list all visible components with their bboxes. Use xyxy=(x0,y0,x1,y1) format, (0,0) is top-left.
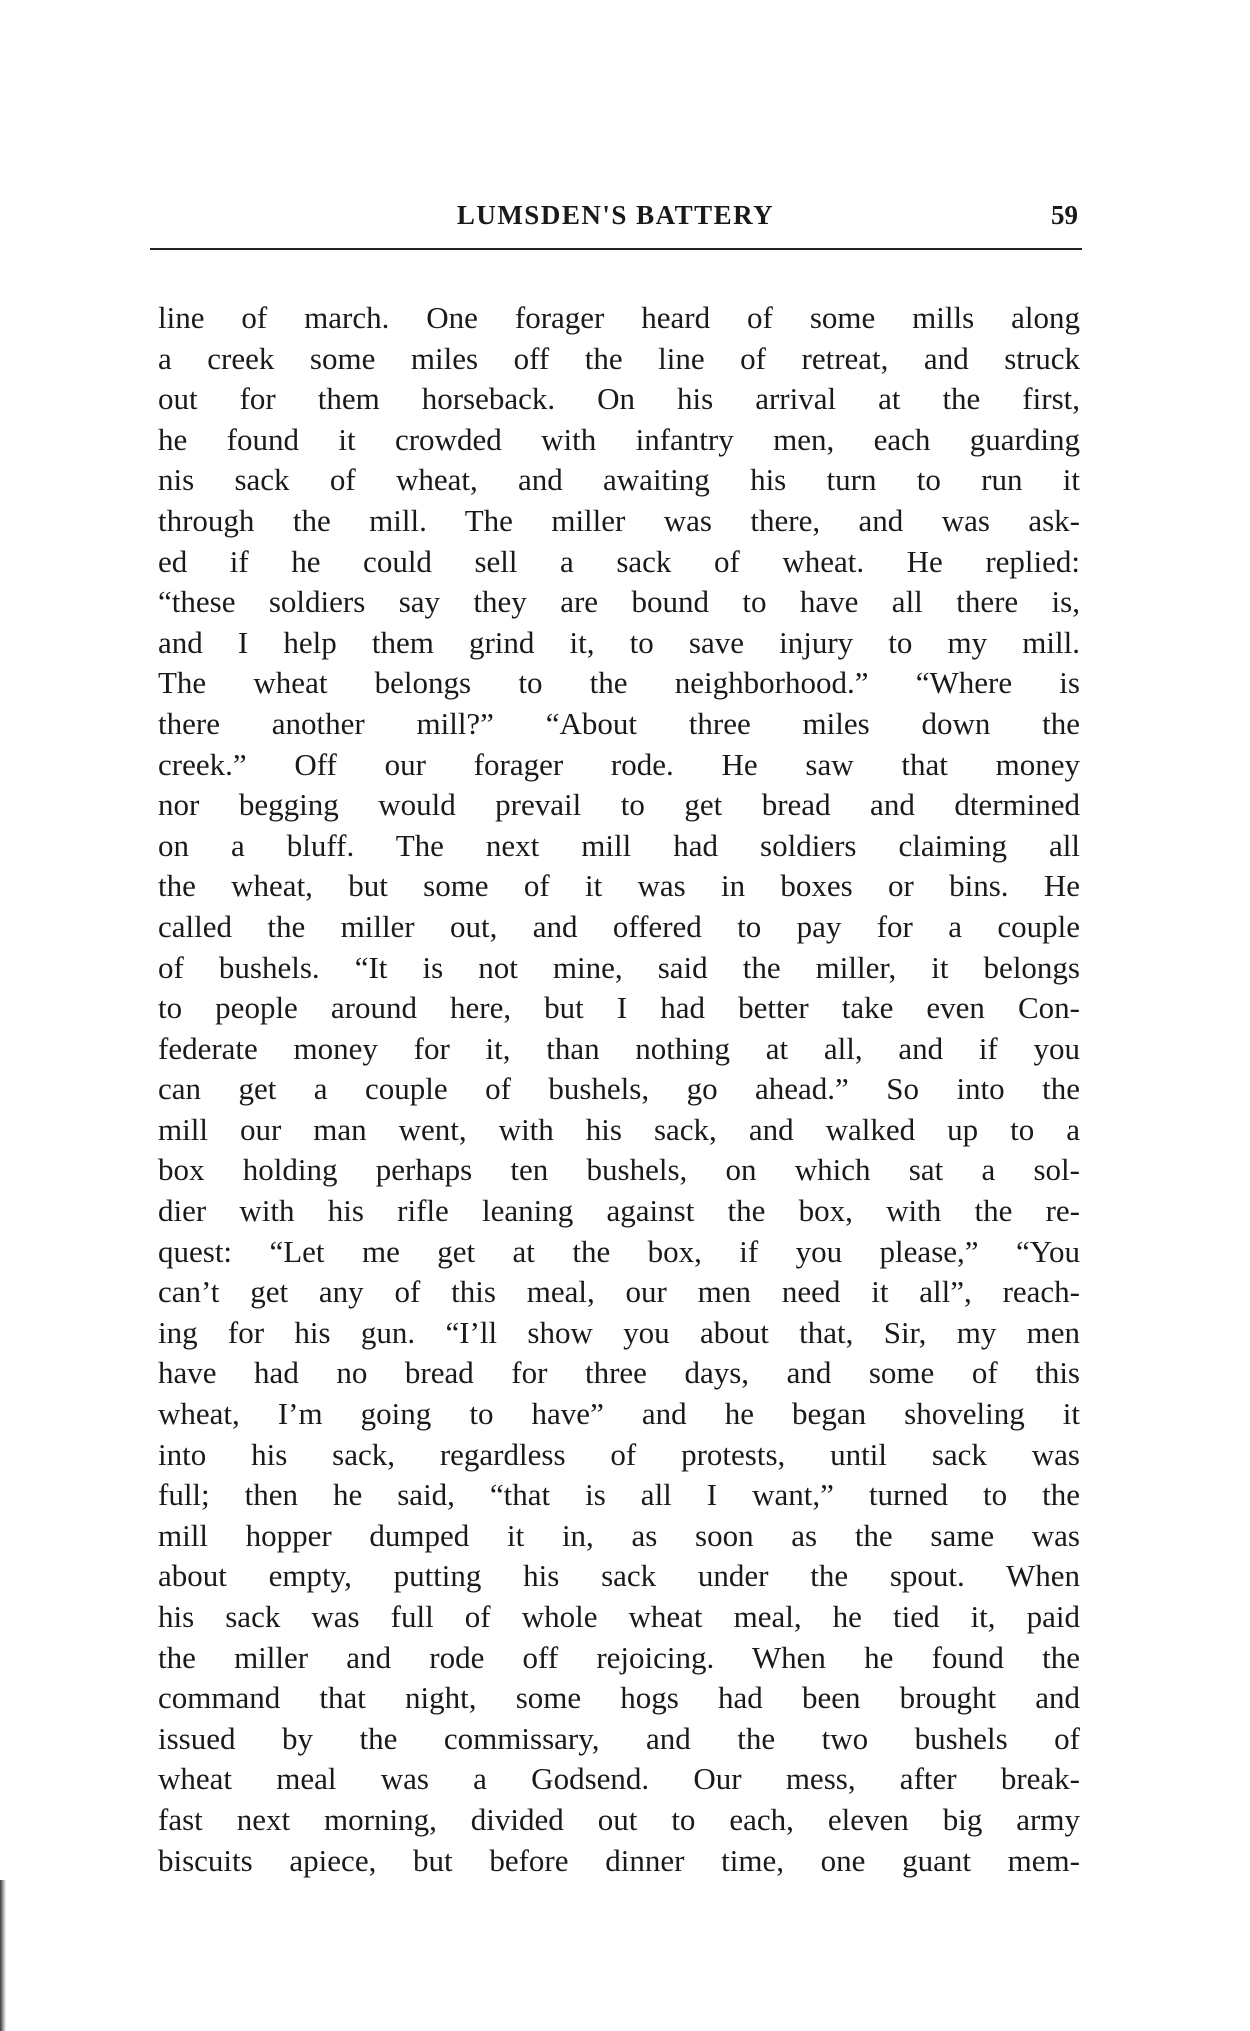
text-line: called the miller out, and offered to pay for a couple xyxy=(158,908,1080,944)
page-header xyxy=(153,200,1078,244)
text-line: nis sack of wheat, and awaiting his turn to run it xyxy=(158,462,1080,498)
text-line: a creek some miles off the line of retreat, and struck xyxy=(158,340,1080,376)
text-line: fast next morning, divided out to each, eleven big army xyxy=(158,1801,1080,1837)
text-line: ing for his gun. “I’ll show you about that, Sir, my men xyxy=(158,1314,1080,1350)
text-line: have had no bread for three days, and some of this xyxy=(158,1355,1080,1391)
text-line: quest: “Let me get at the box, if you please,” “You xyxy=(158,1233,1080,1269)
text-line: command that night, some hogs had been brought and xyxy=(158,1680,1080,1716)
text-line: creek.” Off our forager rode. He saw that money xyxy=(158,746,1080,782)
text-line: through the mill. The miller was there, and was ask- xyxy=(158,502,1080,538)
text-line: the wheat, but some of it was in boxes or bins. He xyxy=(158,868,1080,904)
text-line: line of march. One forager heard of some mills along xyxy=(158,300,1080,335)
text-line: nor begging would prevail to get bread and dtermined xyxy=(158,787,1080,823)
page-number: 59 xyxy=(1051,200,1078,230)
text-line: his sack was full of whole wheat meal, he tied it, paid xyxy=(158,1599,1080,1634)
text-line: to people around here, but I had better take even Con- xyxy=(158,990,1080,1026)
text-line: on a bluff. The next mill had soldiers claiming all xyxy=(158,827,1080,863)
text-line: dier with his rifle leaning against the box, with the re- xyxy=(158,1193,1080,1229)
text-line: ed if he could sell a sack of wheat. He replied: xyxy=(158,543,1080,579)
text-line: mill hopper dumped it in, as soon as the same was xyxy=(158,1517,1080,1553)
text-line: box holding perhaps ten bushels, on which sat a sol- xyxy=(158,1152,1080,1188)
text-line: “these soldiers say they are bound to have all there is, xyxy=(158,584,1080,620)
text-line: can’t get any of this meal, our men need it all”, reach- xyxy=(158,1274,1080,1310)
text-line: into his sack, regardless of protests, until sack was xyxy=(158,1436,1080,1472)
text-line: can get a couple of bushels, go ahead.” So into the xyxy=(158,1071,1080,1107)
text-line: of bushels. “It is not mine, said the miller, it belongs xyxy=(158,949,1080,985)
text-line: full; then he said, “that is all I want,” turned to the xyxy=(158,1477,1080,1513)
text-line: mill our man went, with his sack, and walked up to a xyxy=(158,1111,1080,1147)
text-line: federate money for it, than nothing at all, and if you xyxy=(158,1030,1080,1066)
text-line: The wheat belongs to the neighborhood.” “Where is xyxy=(158,665,1080,701)
text-line: and I help them grind it, to save injury to my mill. xyxy=(158,624,1080,660)
text-line: wheat, I’m going to have” and he began shoveling it xyxy=(158,1396,1080,1432)
running-title: LUMSDEN'S BATTERY xyxy=(456,200,775,230)
text-line: issued by the commissary, and the two bushels of xyxy=(158,1720,1080,1756)
text-line: the miller and rode off rejoicing. When he found the xyxy=(158,1639,1080,1675)
body-text xyxy=(158,298,1080,1881)
text-line: he found it crowded with infantry men, each guarding xyxy=(158,421,1080,457)
page-edge-shadow xyxy=(0,1880,6,2031)
text-line: about empty, putting his sack under the spout. When xyxy=(158,1558,1080,1594)
header-rule xyxy=(150,248,1082,250)
text-line: out for them horseback. On his arrival at the first, xyxy=(158,381,1080,417)
text-line: wheat meal was a Godsend. Our mess, after break- xyxy=(158,1761,1080,1797)
text-line: there another mill?” “About three miles down the xyxy=(158,705,1080,741)
text-line: biscuits apiece, but before dinner time, one guant mem- xyxy=(158,1842,1080,1878)
